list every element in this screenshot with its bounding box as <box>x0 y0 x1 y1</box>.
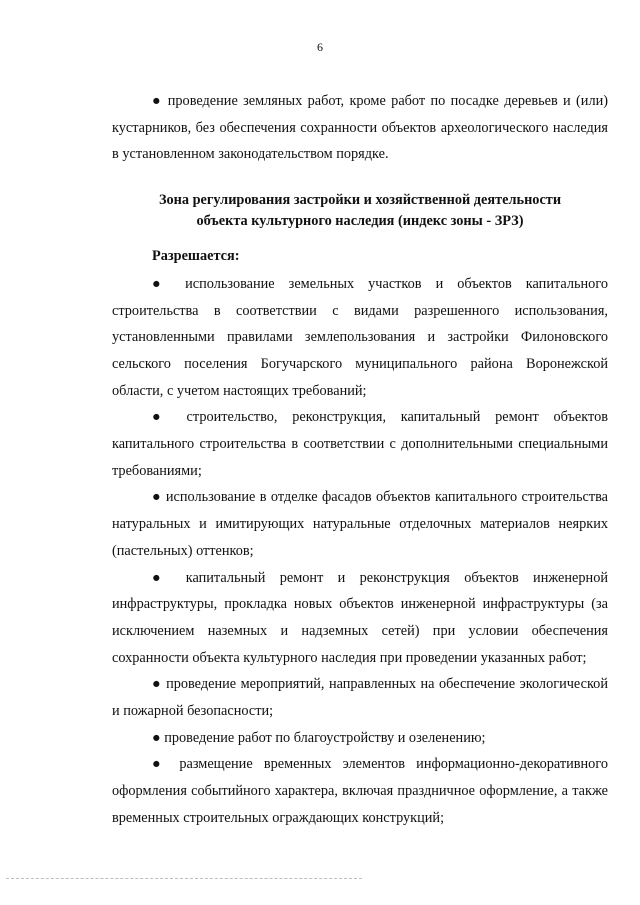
section-heading-line-2: объекта культурного наследия (индекс зоны - ЗРЗ) <box>196 213 524 230</box>
list-item: ● размещение временных элементов информационно-декоративного оформления событийного характера, включая праздничное оформление, а также временных строительных ограждающих конструкций; <box>112 756 608 826</box>
list-item: ● проведение мероприятий, направленных на обеспечение экологической и пожарной безопасности; <box>112 676 608 720</box>
page-number: 6 <box>317 40 323 54</box>
list-item: ● использование земельных участков и объектов капитального строительства в соответствии с видами разрешенного использования, установленными правилами землепользования и застройки Филоновского сельского поселения Богучарского муниципального района Воронежской области, с учетом настоящих требований; <box>112 275 608 399</box>
list-item: ● проведение работ по благоустройству и озеленению; <box>152 729 486 746</box>
permitted-label: Разрешается: <box>152 248 240 265</box>
document-body <box>112 88 608 832</box>
section-heading <box>112 168 608 243</box>
scan-footer-divider <box>6 878 362 879</box>
list-item: ● использование в отделке фасадов объектов капитального строительства натуральных и имитирующих натуральные отделочных материалов неярких (пастельных) оттенков; <box>112 489 608 559</box>
list-item: ● строительство, реконструкция, капитальный ремонт объектов капитального строительства в соответствии с дополнительными специальными требованиями; <box>112 409 608 479</box>
list-item: ● капитальный ремонт и реконструкция объектов инженерной инфраструктуры, прокладка новых объектов инженерной инфраструктуры (за исключением наземных и надземных сетей) при условии обеспечения сохранности объекта культурного наследия при проведении указанных работ; <box>112 569 608 666</box>
intro-paragraph: ● проведение земляных работ, кроме работ по посадке деревьев и (или) кустарников, без обеспечения сохранности объектов археологического наследия в установленном законодательством порядке. <box>112 93 608 163</box>
section-heading-line-1: Зона регулирования застройки и хозяйственной деятельности <box>158 192 562 209</box>
